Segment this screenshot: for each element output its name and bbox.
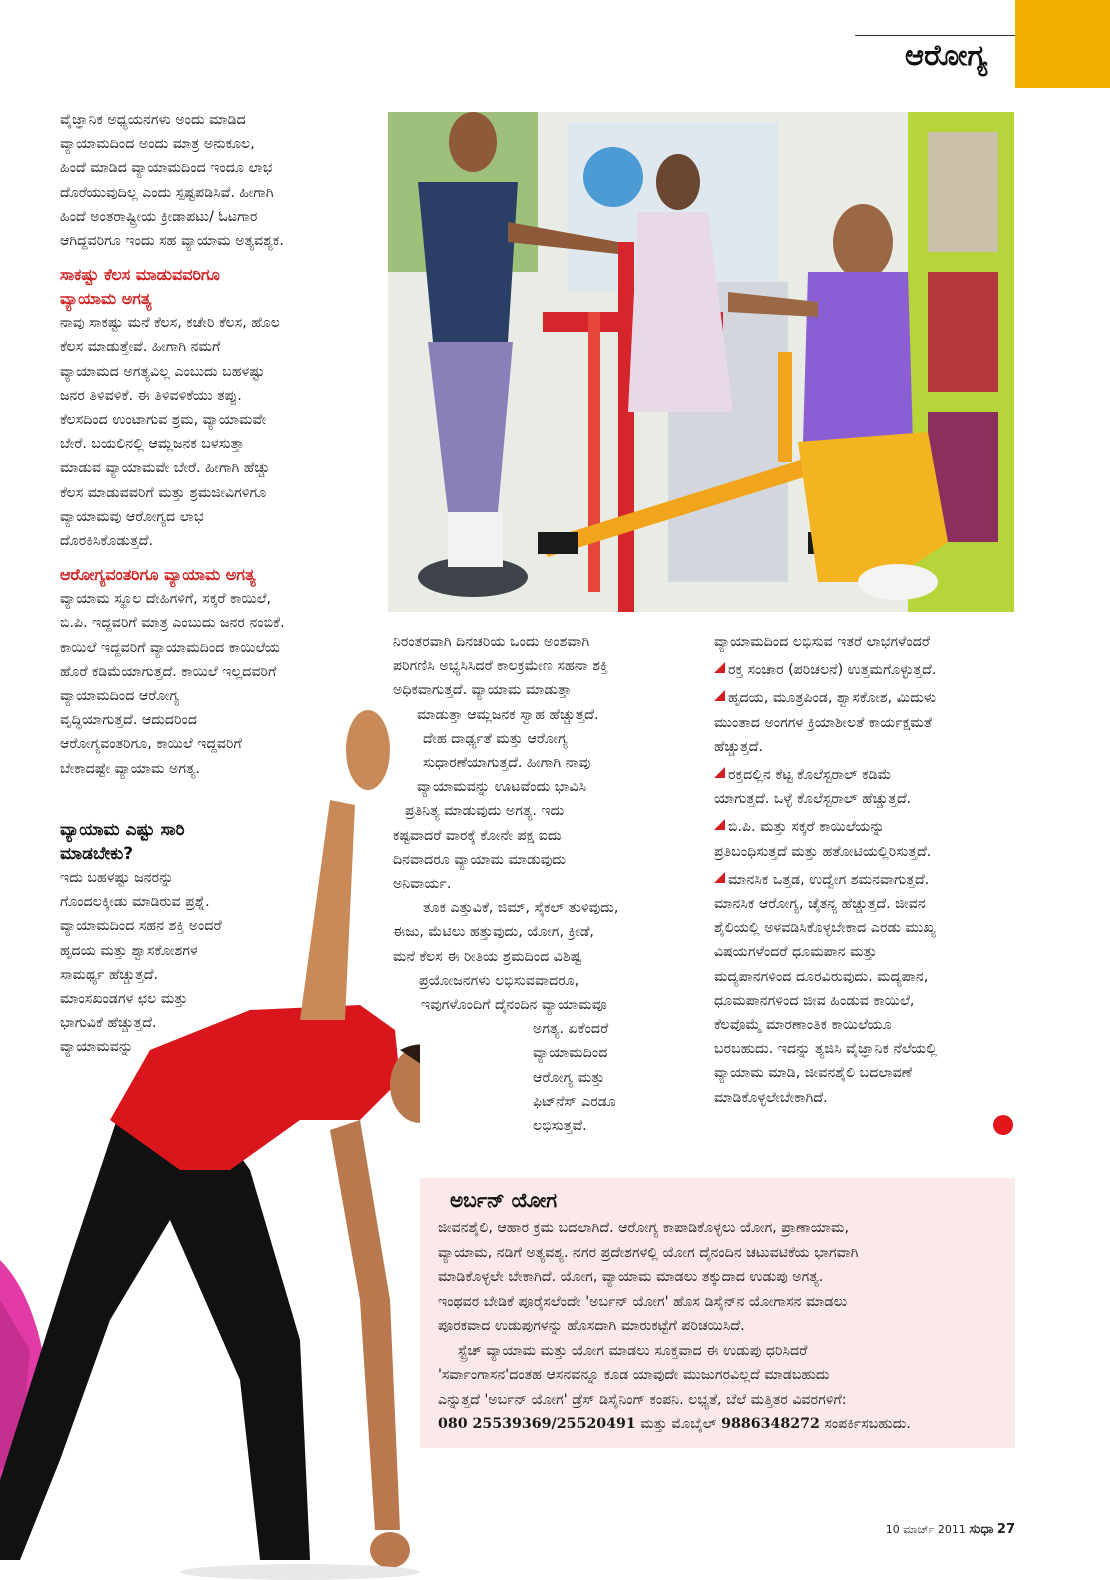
benefit-item xyxy=(714,658,937,682)
contact-text: ಸಂಪರ್ಕಿಸಬಹುದು. xyxy=(819,1416,911,1432)
text-line: ಅಧಿಕವಾಗುತ್ತದೆ. ವ್ಯಾಯಾಮ ಮಾಡುತ್ತಾ xyxy=(393,682,572,699)
text-line: ಫಿಟ್‌ನೆಸ್ ಎರಡೂ xyxy=(533,1093,616,1110)
text-line: ವೈಜ್ಞಾನಿಕ ಅಧ್ಯಯನಗಳು ಅಂದು ಮಾಡಿದ xyxy=(60,112,246,128)
text-line: ದೊರೆಯುವುದಿಲ್ಲ ಎಂದು ಸ್ಪಷ್ಟಪಡಿಸಿವೆ. ಹೀಗಾಗಿ xyxy=(60,184,274,201)
column-1 xyxy=(60,108,285,781)
text-line: ವ್ಯಾಯಾಮ, ನಡಿಗೆ ಅತ್ಯವಶ್ಯ. ನಗರ ಪ್ರದೇಶಗಳಲ್ಲಿ ಯೋಗ ದೈನಂದಿನ ಚಟುವಟಿಕೆಯ ಭಾಗವಾಗಿ xyxy=(438,1244,859,1261)
benefit-item xyxy=(714,815,937,863)
text-line: ಈಜು, ಮೆಟಿಲು ಹತ್ತುವುದು, ಯೋಗ, ಕ್ರೀಡೆ, xyxy=(393,924,594,941)
text-line: ನಿರಂತರವಾಗಿ ದಿನಚರಿಯ ಒಂದು ಅಂಶವಾಗಿ xyxy=(393,634,590,650)
header-rule xyxy=(855,35,1015,36)
text-line: ರಕ್ತದಲ್ಲಿನ ಕೆಟ್ಟ ಕೊಲೆಸ್ಟರಾಲ್ ಕಡಿಮೆ xyxy=(714,763,937,787)
benefit-item xyxy=(714,868,937,1110)
text-line: ಇವುಗಳೊಂದಿಗೆ ದೈನಂದಿನ ವ್ಯಾಯಾಮವೂ xyxy=(421,997,607,1014)
text-line: ವ್ಯಾಯಾಮದ ಅಗತ್ಯವಿಲ್ಲ ಎಂಬುದು ಬಹಳಷ್ಟು xyxy=(60,363,265,380)
text-line: ವ್ಯಾಯಾಮದಿಂದ ಅಂದು ಮಾತ್ರ ಅನುಕೂಲ, xyxy=(60,136,255,153)
text-line: ವ್ಯಾಯಾಮ ಸ್ಥೂಲ ದೇಹಿಗಳಿಗೆ, ಸಕ್ಕರೆ ಕಾಯಿಲೆ, xyxy=(60,591,271,608)
subheading-healthy xyxy=(60,563,285,587)
text-line: ಮನೆ ಕೆಲಸ ಈ ರೀತಿಯ ಶ್ರಮದಿಂದ ವಿಶಿಷ್ಟ xyxy=(393,948,582,965)
phone-number: 080 25539369/25520491 xyxy=(438,1416,636,1432)
section-title: ಆರೋಗ್ಯ xyxy=(905,38,988,72)
text-line: ರಕ್ತ ಸಂಚಾರ (ಪರಿಚಲನೆ) ಉತ್ತಮಗೊಳ್ಳುತ್ತದೆ. xyxy=(714,658,937,682)
text-line: 'ಸರ್ವಾಂಗಾಸನ'ದಂತಹ ಆಸನವನ್ನೂ ಕೂಡ ಯಾವುದೇ ಮುಜುಗರವಿಲ್ಲದೆ ಮಾಡಬಹುದು xyxy=(438,1367,830,1383)
text-line: ವ್ಯಾಯಾಮದಿಂದ ಸಹನ ಶಕ್ತಿ ಅಂದರೆ xyxy=(60,918,222,935)
text-line: ವ್ಯಾಯಾಮವನ್ನು ಊಟವೆಂದು ಭಾವಿಸಿ xyxy=(417,779,587,796)
text-line: ವ್ಯಾಯಾಮ ಮಾಡಿ, ಜೀವನಶೈಲಿ ಬದಲಾವಣೆ xyxy=(714,1065,913,1082)
mobile-number: 9886348272 xyxy=(721,1416,820,1432)
contact-text: ಮತ್ತು ಮೊಬೈಲ್ xyxy=(635,1416,722,1432)
text-line: ಹೃದಯ, ಮೂತ್ರಪಿಂಡ, ಶ್ವಾಸಕೋಶ, ಮಿದುಳು xyxy=(714,686,937,710)
text-line: ಬಿ.ಪಿ. ಇದ್ದವರಿಗೆ ಮಾತ್ರ ಎಂಬುದು ಜನರ ನಂಬಿಕೆ. xyxy=(60,615,285,632)
text-line: ಆರೋಗ್ಯವಂತರಿಗೂ, ಕಾಯಿಲೆ ಇದ್ದವರಿಗೆ xyxy=(60,736,242,753)
text-line: ಬಿ.ಪಿ. ಮತ್ತು ಸಕ್ಕರೆ ಕಾಯಿಲೆಯನ್ನು xyxy=(714,815,937,839)
contact-line xyxy=(438,1412,911,1437)
text-line: ವ್ಯಾಯಾಮದಿಂದ ಆರೋಗ್ಯ xyxy=(60,688,180,705)
section-color-tab xyxy=(1015,0,1110,88)
text-line: ಜೀವನಶೈಲಿ, ಆಹಾರ ಕ್ರಮ ಬದಲಾಗಿದೆ. ಆರೋಗ್ಯ ಕಾಪಾಡಿಕೊಳ್ಳಲು ಯೋಗ, ಪ್ರಾಣಾಯಾಮ, xyxy=(438,1220,849,1236)
text-line: ಪ್ರತಿನಿತ್ಯ ಮಾಡುವುದು ಅಗತ್ಯ. ಇದು xyxy=(405,803,565,820)
text-line: ಕಷ್ಟವಾದರೆ ವಾರಕ್ಕೆ ಕೋನೇ ಪಕ್ಷ ಐದು xyxy=(393,827,562,844)
text-line: ಎನ್ನುತ್ತದೆ 'ಅರ್ಬನ್ ಯೋಗ' ಡ್ರೆಸ್ ಡಿಸೈನಿಂಗ್ ಕಂಪನಿ. ಲಭ್ಯತೆ, ಬೆಲೆ ಮತ್ತಿತರ ವಿವರಗಳಿಗೆ: xyxy=(438,1391,847,1408)
paragraph-hard-workers xyxy=(60,311,285,553)
text-line: ಅಗತ್ಯ. ಏಕೆಂದರೆ xyxy=(533,1021,609,1038)
text-line: ಜನರ ತಿಳಿವಳಿಕೆ. ಈ ತಿಳಿವಳಿಕೆಯು ತಪ್ಪು. xyxy=(60,387,242,404)
text-line: ವೃದ್ಧಿಯಾಗುತ್ತದೆ. ಆದುದರಿಂದ xyxy=(60,712,198,729)
gym-exercise-photo xyxy=(388,112,1014,612)
text-line: ಹೆಚ್ಚುತ್ತದೆ. xyxy=(714,738,763,755)
subheading-line: ವ್ಯಾಯಾಮ ಎಷ್ಟು ಸಾರಿ xyxy=(60,820,185,840)
subheading-hard-workers xyxy=(60,263,285,311)
text-line: ಇಂಥವರ ಬೇಡಿಕೆ ಪೂರೈಸಲೆಂದೇ 'ಅರ್ಬನ್ ಯೋಗ' ಹೊಸ ಡಿಸೈನ್‌ನ ಯೋಗಾಸನ ಮಾಡಲು xyxy=(438,1293,848,1310)
column-1-lower xyxy=(60,818,222,1060)
text-line: ಲಭಿಸುತ್ತವೆ. xyxy=(533,1118,587,1135)
text-line: ಹಿಂದೆ ಅಂತರಾಷ್ಟ್ರೀಯ ಕ್ರೀಡಾಪಟು/ ಓಟಗಾರ xyxy=(60,208,258,225)
text-line: ಕಾಯಿಲೆ ಇದ್ದವರಿಗೆ ವ್ಯಾಯಾಮದಿಂದ ಕಾಯಿಲೆಯ xyxy=(60,639,280,656)
magazine-name: ಸುಧಾ xyxy=(969,1522,994,1537)
text-line: ಭಾಗುವಿಕೆ ಹೆಚ್ಚುತ್ತದೆ. xyxy=(60,1015,157,1032)
text-line: ಕೆಲವೊಮ್ಮೆ ಮಾರಣಾಂತಿಕ ಕಾಯಿಲೆಯೂ xyxy=(714,1017,892,1034)
text-line: ಮುಂತಾದ ಅಂಗಗಳ ಕ್ರಿಯಾಶೀಲತೆ ಕಾರ್ಯಕ್ಷಮತೆ xyxy=(714,714,932,731)
text-line: ಹೊರೆ ಕಡಿಮೆಯಾಗುತ್ತದೆ. ಕಾಯಿಲೆ ಇಲ್ಲದವರಿಗೆ xyxy=(60,663,277,680)
text-line: ಇದು ಬಹಳಷ್ಟು ಜನರನ್ನು xyxy=(60,870,174,886)
benefits-lead: ವ್ಯಾಯಾಮದಿಂದ ಲಭಿಸುವ ಇತರೆ ಲಾಭಗಳೆಂದರೆ xyxy=(714,634,930,650)
text-line: ವ್ಯಾಯಾಮವನ್ನು xyxy=(60,1039,134,1056)
text-line: ಕೆಲಸ ಮಾಡುವವರಿಗೆ ಮತ್ತು ಶ್ರಮಜೀವಿಗಳಿಗೂ xyxy=(60,484,267,501)
page-folio xyxy=(886,1522,1015,1537)
issue-date: 10 ಮಾರ್ಚ್ 2011 xyxy=(885,1523,966,1536)
text-line: ಗೊಂದಲಕ್ಕೀಡು ಮಾಡಿರುವ ಪ್ರಶ್ನೆ. xyxy=(60,894,210,911)
benefit-item xyxy=(714,763,937,811)
text-line: ಪರಿಗಣಿಸಿ ಅಭ್ಯಸಿಸಿದರೆ ಕಾಲಕ್ರಮೇಣ ಸಹನಾ ಶಕ್ತಿ xyxy=(393,658,608,675)
text-line: ಯಾಗುತ್ತದೆ. ಒಳ್ಳೆ ಕೊಲೆಸ್ಟರಾಲ್ ಹೆಚ್ಚುತ್ತದೆ. xyxy=(714,791,912,808)
text-line: ಕೆಲಸ ಮಾಡುತ್ತೇವೆ. ಹೀಗಾಗಿ ನಮಗೆ xyxy=(60,339,221,356)
text-line: ವ್ಯಾಯಾಮದಿಂದ xyxy=(533,1045,608,1062)
text-line: ಆಗಿದ್ದವರಿಗೂ ಇಂದು ಸಹ ವ್ಯಾಯಾಮ ಅತ್ಯವಶ್ಯಕ. xyxy=(60,233,284,250)
text-line: ಸ್ಟ್ರೆಚ್ ವ್ಯಾಯಾಮ ಮತ್ತು ಯೋಗ ಮಾಡಲು ಸೂಕ್ತವಾದ ಈ ಉಡುಪು ಧರಿಸಿದರೆ xyxy=(458,1342,808,1359)
subheading-line: ಆರೋಗ್ಯವಂತರಿಗೂ ವ್ಯಾಯಾಮ ಅಗತ್ಯ xyxy=(60,565,256,585)
text-line: ದೊರಕಿಸಿಕೊಡುತ್ತದೆ. xyxy=(60,533,153,550)
column-3 xyxy=(714,630,937,1110)
text-line: ತೂಕ ಎತ್ತುವಿಕೆ, ಜಿಮ್, ಸೈಕಲ್ ತುಳಿವುದು, xyxy=(423,900,619,917)
text-line: ಮಾನಸಿಕ ಒತ್ತಡ, ಉದ್ವೇಗ ಶಮನವಾಗುತ್ತದೆ. xyxy=(714,868,937,892)
text-line: ಮಾಡಿಕೊಳ್ಳಲೇ ಬೇಕಾಗಿದೆ. ಯೋಗ, ವ್ಯಾಯಾಮ ಮಾಡಲು ತಕ್ಕುದಾದ ಉಡುಪು ಅಗತ್ಯ. xyxy=(438,1269,824,1285)
subheading-line: ಮಾಡಬೇಕು? xyxy=(60,844,134,864)
text-line: ಪ್ರತಿಬಂಧಿಸುತ್ತದೆ ಮತ್ತು ಹತೋಟಿಯಲ್ಲಿರಿಸುತ್ತದೆ. xyxy=(714,843,932,860)
text-line: ಮದ್ಯಪಾನಗಳಿಂದ ದೂರವಿರುವುದು. ಮದ್ಯಪಾನ, xyxy=(714,968,929,985)
paragraph-regular-exercise xyxy=(393,630,618,896)
text-line: ಪ್ರಯೋಜನಗಳು ಲಭಿಸುವವಾದರೂ, xyxy=(419,972,580,989)
text-line: ಬೇರೆ. ಬಯಲಿನಲ್ಲಿ ಆಮ್ಲಜನಕ ಬಳಸುತ್ತಾ xyxy=(60,436,245,453)
text-line: ಬರಬಹುದು. ಇದನ್ನು ತ್ಯಜಿಸಿ ವೈಜ್ಞಾನಿಕ ನೆಲೆಯಲ್ಲಿ xyxy=(714,1041,938,1058)
paragraph-activities xyxy=(393,896,618,1138)
urban-yoga-body xyxy=(438,1216,911,1437)
text-line: ವಿಷಯಗಳೆಂದರೆ ಧೂಮಪಾನ ಮತ್ತು xyxy=(714,944,877,961)
text-line: ಮಾಂಸಖಂಡಗಳ ಛಲ ಮತ್ತು xyxy=(60,991,188,1008)
text-line: ಹೃದಯ ಮತ್ತು ಶ್ವಾಸಕೋಶಗಳ xyxy=(60,942,198,959)
page-number: 27 xyxy=(996,1522,1015,1537)
text-line: ಅನಿವಾರ್ಯ. xyxy=(393,876,452,893)
intro-paragraph xyxy=(60,108,285,253)
subheading-line: ವ್ಯಾಯಾಮ ಅಗತ್ಯ xyxy=(60,289,152,309)
text-line: ದಿನವಾದರೂ ವ್ಯಾಯಾಮ ಮಾಡುವುದು xyxy=(393,851,566,868)
text-line: ಮಾಡುತ್ತಾ ಆಮ್ಲಜನಕ ಸ್ವಾಹ ಹೆಚ್ಚುತ್ತದೆ. xyxy=(417,706,599,723)
article-end-dot xyxy=(993,1115,1013,1135)
urban-yoga-title: ಅರ್ಬನ್ ಯೋಗ xyxy=(450,1188,558,1212)
text-line: ಕೆಲಸದಿಂದ ಉಂಟಾಗುವ ಶ್ರಮ, ವ್ಯಾಯಾಮವೇ xyxy=(60,412,267,429)
text-line: ವ್ಯಾಯಾಮವು ಆರೋಗ್ಯದ ಲಾಭ xyxy=(60,508,204,525)
text-line: ದೇಹ ದಾರ್ಢ್ಯತೆ ಮತ್ತು ಆರೋಗ್ಯ xyxy=(423,730,568,747)
text-line: ಮಾಡುವ ವ್ಯಾಯಾಮವೇ ಬೇರೆ. ಹೀಗಾಗಿ ಹೆಚ್ಚು xyxy=(60,460,270,477)
text-line: ನಾವು ಸಾಕಷ್ಟು ಮನೆ ಕೆಲಸ, ಕಚೇರಿ ಕೆಲಸ, ಹೊಲ xyxy=(60,315,280,332)
text-line: ಸುಧಾರಣೆಯಾಗುತ್ತದೆ. ಹೀಗಾಗಿ ನಾವು xyxy=(423,755,591,772)
text-line: ಶೈಲಿಯಲ್ಲಿ ಅಳವಡಿಸಿಕೊಳ್ಳಬೇಕಾದ ಎರಡು ಮುಖ್ಯ xyxy=(714,920,936,937)
text-line: ಧೂಮಪಾನಗಳಿಂದ ಜೀವ ಹಿಂಡುವ ಕಾಯಿಲೆ, xyxy=(714,992,915,1009)
benefit-item xyxy=(714,686,937,759)
text-line: ಆರೋಗ್ಯ ಮತ್ತು xyxy=(533,1069,605,1086)
column-2 xyxy=(393,630,618,1138)
text-line: ಪೂರಕವಾದ ಉಡುಪುಗಳನ್ನು ಹೊಸದಾಗಿ ಮಾರುಕಟ್ಟೆಗೆ ಪರಿಚಯಿಸಿದೆ. xyxy=(438,1318,745,1334)
text-line: ಬೇಕಾದಷ್ಟೇ ವ್ಯಾಯಾಮ ಅಗತ್ಯ. xyxy=(60,760,201,777)
text-line: ಮಾನಸಿಕ ಆರೋಗ್ಯ, ಚೈತನ್ಯ ಹೆಚ್ಚುತ್ತದೆ. ಜೀವನ xyxy=(714,896,926,913)
text-line: ಹಿಂದೆ ಮಾಡಿದ ವ್ಯಾಯಾಮದಿಂದ ಇಂದೂ ಲಾಭ xyxy=(60,160,273,177)
text-line: ಸಾಮರ್ಥ್ಯ ಹೆಚ್ಚುತ್ತದೆ. xyxy=(60,966,158,983)
subheading-line: ಸಾಕಷ್ಟು ಕೆಲಸ ಮಾಡುವವರಿಗೂ xyxy=(60,265,220,285)
text-line: ಮಾಡಿಕೊಳ್ಳಲೇಬೇಕಾಗಿದೆ. xyxy=(714,1089,828,1106)
